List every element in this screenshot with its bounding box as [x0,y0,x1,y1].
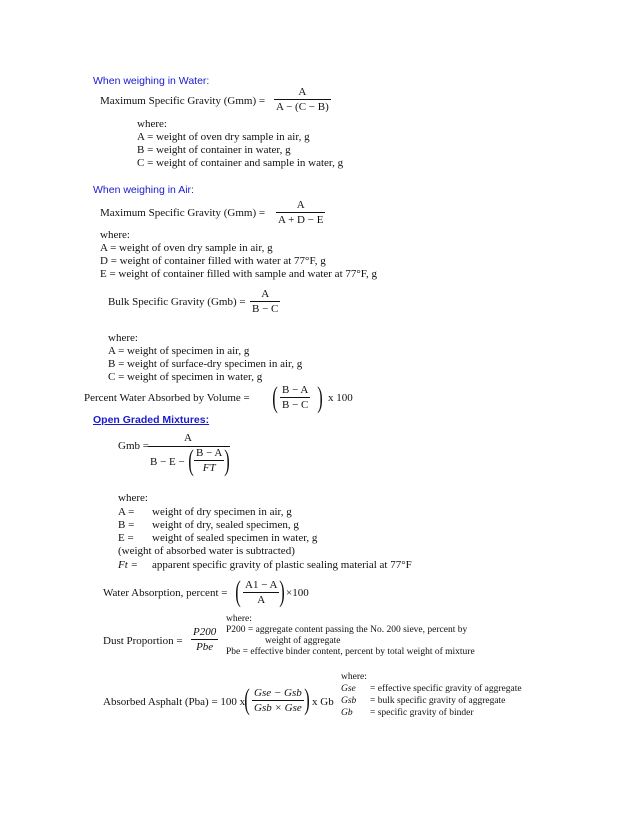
water-abs-denominator: A [243,592,279,606]
water-where: where: [137,118,167,130]
asphalt-def-gb-text: = specific gravity of binder [370,708,474,718]
dust-fraction [191,626,218,653]
asphalt-left-paren: ( [244,683,250,716]
asphalt-fraction [252,687,304,714]
water-fraction-numerator: A [298,86,307,98]
open-ft-sym: Ft = [118,559,138,571]
bulk-def-b: B = weight of surface-dry specimen in air, g [108,358,303,370]
air-def-a: A = weight of oven dry sample in air, g [100,242,273,254]
asphalt-right-paren: ) [304,683,310,716]
water-abs-right-paren: ) [279,575,285,608]
asphalt-rhs: x Gb [312,696,334,708]
absorbed-left-paren: ( [272,381,278,414]
water-abs-rhs: ×100 [286,587,309,599]
water-abs-lhs: Water Absorption, percent = [103,587,228,599]
asphalt-numerator: Gse − Gsb [254,687,302,699]
bulk-formula-lhs: Bulk Specific Gravity (Gmb) = [108,296,246,308]
dust-numerator: P200 [193,626,217,638]
asphalt-def-gse-text: = effective specific gravity of aggregate [370,684,522,694]
air-def-e: E = weight of container filled with sample and water at 77°F, g [100,268,378,280]
water-abs-left-paren: ( [235,575,241,608]
asphalt-def-gsb-text: = bulk specific gravity of aggregate [370,696,506,706]
open-ft-text: apparent specific gravity of plastic sealing material at 77°F [152,559,412,571]
air-fraction-numerator: A [296,199,305,211]
absorbed-fraction-denominator: B − C [282,399,309,411]
open-inner-denominator: FT [194,460,224,474]
open-def-e-sym: E = [118,532,134,544]
open-denominator-prefix: B − E − [150,456,185,468]
bulk-fraction-denominator: B − C [252,303,279,315]
bulk-fraction [250,288,280,315]
dust-def-pbe: Pbe = effective binder content, percent by total weight of mixture [226,647,475,657]
air-def-d: D = weight of container filled with water at 77°F, g [100,255,326,267]
open-def-e-text: weight of sealed specimen in water, g [152,532,318,544]
asphalt-def-gb-sym: Gb [341,708,353,718]
open-inner-fraction [194,447,224,474]
air-heading: When weighing in Air: [93,184,194,196]
water-def-a: A = weight of oven dry sample in air, g [137,131,310,143]
asphalt-def-gse-sym: Gse [341,684,356,694]
open-left-paren: ( [188,444,194,477]
dust-denominator: Pbe [191,639,218,653]
absorbed-right-paren: ) [317,381,323,414]
water-fraction-denominator: A − (C − B) [276,101,329,113]
open-inner-numerator: B − A [196,447,223,459]
asphalt-def-gsb-sym: Gsb [341,696,357,706]
dust-def-p200: P200 = aggregate content passing the No. 200 sieve, percent by [226,625,468,635]
open-def-a-sym: A = [118,506,135,518]
open-where: where: [118,492,148,504]
bulk-def-c: C = weight of specimen in water, g [108,371,263,383]
dust-lhs: Dust Proportion = [103,635,183,647]
open-heading: Open Graded Mixtures: [93,414,210,426]
air-fraction-denominator: A + D − E [278,214,324,226]
air-formula-lhs: Maximum Specific Gravity (Gmm) = [100,207,266,219]
water-abs-fraction [243,579,279,606]
water-abs-numerator: A1 − A [245,579,278,591]
asphalt-denominator: Gsb × Gse [254,702,302,714]
absorbed-formula-lhs: Percent Water Absorbed by Volume = [84,392,250,404]
absorbed-rhs: x 100 [328,392,353,404]
open-formula-lhs: Gmb = [118,440,149,452]
bulk-def-a: A = weight of specimen in air, g [108,345,250,357]
open-def-a-text: weight of dry specimen in air, g [152,506,292,518]
open-numerator: A [184,432,192,444]
water-formula-lhs: Maximum Specific Gravity (Gmm) = [100,95,266,107]
open-right-paren: ) [224,444,230,477]
open-def-b-sym: B = [118,519,135,531]
water-heading: When weighing in Water: [93,75,210,87]
water-fraction [274,86,331,113]
dust-def-p200-cont: weight of aggregate [265,636,341,646]
absorbed-fraction-numerator: B − A [282,384,309,396]
bulk-where: where: [108,332,138,344]
absorbed-fraction [280,384,310,411]
water-def-c: C = weight of container and sample in water, g [137,157,344,169]
dust-where: where: [226,614,252,624]
asphalt-where: where: [341,672,367,682]
air-fraction [276,199,325,226]
water-def-b: B = weight of container in water, g [137,144,291,156]
bulk-fraction-numerator: A [261,288,270,300]
open-note: (weight of absorbed water is subtracted) [118,545,295,557]
asphalt-lhs: Absorbed Asphalt (Pba) = 100 x [103,696,246,708]
air-where: where: [100,229,130,241]
open-def-b-text: weight of dry, sealed specimen, g [152,519,299,531]
